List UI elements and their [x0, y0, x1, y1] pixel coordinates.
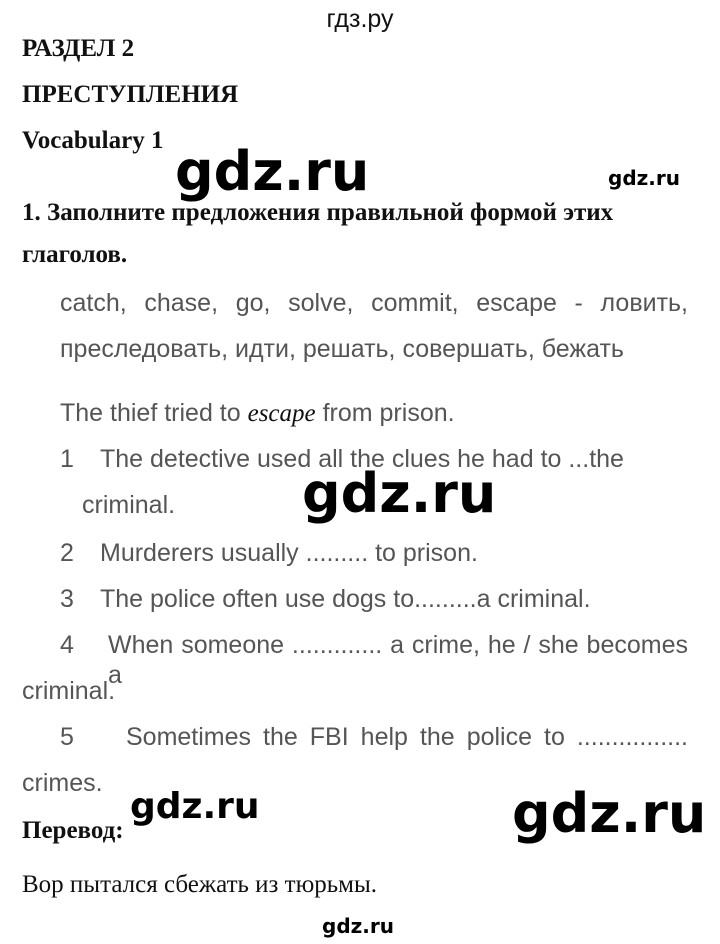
item-2-text: Murderers usually ......... to prison.	[100, 539, 478, 567]
item-1-continuation: criminal.	[82, 491, 176, 519]
watermark-6: gdz.ru	[322, 914, 394, 938]
item-1-number: 1	[60, 445, 74, 473]
word-list-line2: преследовать, идти, решать, совершать, бежать	[60, 335, 624, 363]
word-list-line1: catch, chase, go, solve, commit, escape - ловить,	[60, 289, 688, 317]
example-sentence	[60, 398, 455, 429]
item-5-number: 5	[60, 723, 74, 751]
example-before: The thief tried to	[60, 399, 248, 427]
item-5-text: Sometimes the FBI help the police to ................	[126, 723, 688, 751]
translation-label: Перевод:	[22, 817, 124, 844]
item-5-continuation: crimes.	[22, 769, 103, 797]
task-heading-line2: глаголов.	[22, 241, 128, 268]
item-4-continuation: criminal.	[22, 677, 116, 705]
item-4-text: When someone ............. a crime, he / she becomes a	[108, 631, 688, 689]
example-answer: escape	[247, 400, 316, 427]
item-4-number: 4	[60, 631, 74, 659]
item-1-text: The detective used all the clues he had to ...the	[100, 445, 624, 473]
item-3-number: 3	[60, 585, 74, 613]
translation-line-1: Вор пытался сбежать из тюрьмы.	[22, 871, 378, 898]
vocabulary-label: Vocabulary 1	[22, 127, 164, 154]
example-after: from prison.	[315, 399, 455, 427]
watermark-2: gdz.ru	[608, 166, 680, 190]
section-title: РАЗДЕЛ 2	[22, 35, 135, 62]
section-subtitle: ПРЕСТУПЛЕНИЯ	[22, 81, 239, 108]
watermark-3: gdz.ru	[302, 462, 497, 525]
task-heading-line1: 1. Заполните предложения правильной формой этих	[22, 199, 614, 226]
watermark-1: gdz.ru	[175, 140, 370, 203]
watermark-5: gdz.ru	[512, 782, 707, 845]
item-3-text: The police often use dogs to.........a criminal.	[100, 585, 591, 613]
site-header: гдз.ру	[326, 5, 394, 33]
watermark-4: gdz.ru	[130, 786, 260, 827]
item-2-number: 2	[60, 539, 74, 567]
